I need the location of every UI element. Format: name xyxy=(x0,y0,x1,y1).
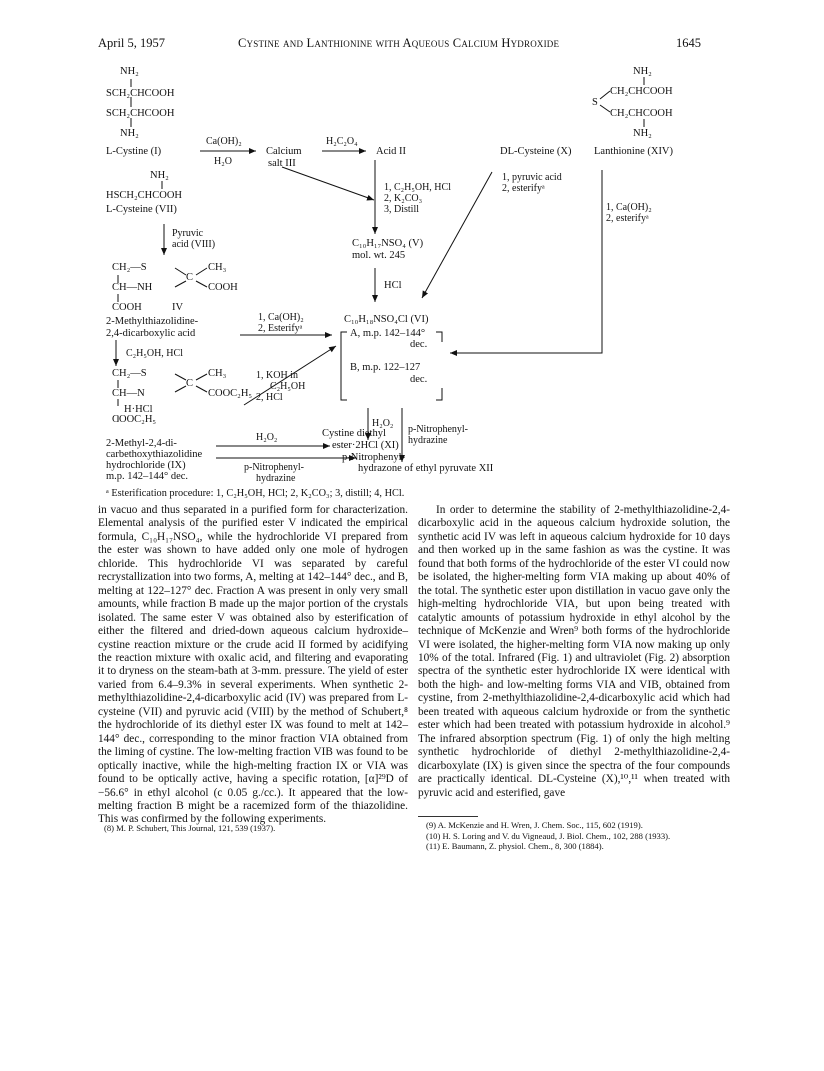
vi-a-mp: A, m.p. 142–144° xyxy=(350,328,426,339)
lan-nh2-top: NH₂ xyxy=(633,66,652,77)
footnotes-right xyxy=(418,820,730,852)
dist-step-2: 2, K₂CO₃ xyxy=(384,193,423,204)
thz-ch3: CH₃ xyxy=(208,262,227,273)
ester-h-hcl: H·HCl xyxy=(124,404,153,415)
lan-line-2: CH₂CHCOOH xyxy=(610,108,673,119)
nitro-left-line-1: p-Nitrophenyl- xyxy=(244,462,304,473)
ix-name-line-2: carbethoxythiazolidine xyxy=(106,449,203,460)
ester-v-mw: mol. wt. 245 xyxy=(352,250,406,261)
ester-cooet-bottom: COOC₂H₅ xyxy=(112,414,157,425)
pyruvic-line-1: Pyruvic xyxy=(172,228,204,239)
cysteine-label: L-Cysteine (VII) xyxy=(106,204,177,215)
acid-ii: Acid II xyxy=(376,146,407,157)
lan-s: S xyxy=(592,97,598,108)
nitro-right-line-1: p-Nitrophenyl- xyxy=(408,424,468,435)
dist-step-3: 3, Distill xyxy=(384,204,420,215)
cystine-nh2-bottom: NH₂ xyxy=(120,128,139,139)
cystine-line-1: SCH₂CHCOOH xyxy=(106,88,175,99)
reagent-caoh2: Ca(OH)₂ xyxy=(206,136,242,147)
thz-name-line-2: 2,4-dicarboxylic acid xyxy=(106,328,196,339)
pyruvic-line-2: acid (VIII) xyxy=(172,239,216,250)
ca-esterify-1: 1, Ca(OH)₂ xyxy=(606,202,652,213)
caoh-esterify-2: 2, Esterifyᵃ xyxy=(258,323,303,334)
vi-formula: C₁₀H₁₈NSO₄Cl (VI) xyxy=(344,314,429,325)
vi-b-mp: B, m.p. 122–127 xyxy=(350,362,421,373)
cystine-ester-line-1: Cystine diethyl xyxy=(322,428,386,439)
footnote-10: (10) H. S. Loring and V. du Vigneaud, J. Biol. Chem., 102, 288 (1933). xyxy=(426,830,671,841)
thz-cooh-bottom: COOH xyxy=(112,302,142,313)
footnote-9: (9) A. McKenzie and H. Wren, J. Chem. Soc., 115, 602 (1919). xyxy=(426,820,643,830)
ester-ch3: CH₃ xyxy=(208,368,227,379)
ester-cooet-right: COOC₂H₅ xyxy=(208,388,253,399)
reagent-hcl: HCl xyxy=(384,280,402,291)
koh-line-1: 1, KOH in xyxy=(256,370,298,381)
nitro-right-line-2: hydrazine xyxy=(408,435,448,446)
ix-name-line-4: m.p. 142–144° dec. xyxy=(106,471,189,482)
step-etoh-hcl: C₂H₅OH, HCl xyxy=(126,348,183,359)
h2o2-right: H₂O₂ xyxy=(372,418,394,429)
calcium-salt-line-2: salt III xyxy=(268,158,296,169)
thz-ch2-s: CH₂—S xyxy=(112,262,147,273)
pyruvic-esterify-1: 1, pyruvic acid xyxy=(502,172,562,183)
footnote-8: (8) M. P. Schubert, This Journal, 121, 539 (1937). xyxy=(104,823,276,833)
reagent-oxalic: H₂C₂O₄ xyxy=(326,136,358,147)
thz-cooh-right: COOH xyxy=(208,282,238,293)
dist-step-1: 1, C₂H₅OH, HCl xyxy=(384,182,451,193)
cystine-nh2-top: NH₂ xyxy=(120,66,139,77)
left-paragraph: in vacuo and thus separated in a purified form for characterization. Elemental analysis of the purified ester V indicated the empirical formula, C₁₀H₁₇NSO₄, while the hydrochloride VI prepared from the ester was shown to have added only one mole of hydrogen chloride. This hydrochloride VI was separated by careful recrystallization into two forms, A, melting at 142–144° dec., and B, melting at 122–127° dec. Fraction A was present in only very small amounts, while fraction B made up the major portion of the crystals isolated. The same ester V was obtained also by esterification of either the filtered and dried-down aqueous calcium hydroxide–cystine reaction mixture or the crude acid II formed by acidifying the reaction mixture with oxalic acid, and filtering and evaporating it to dryness on the steam-bath at 3-mm. pressure. The yield of ester varied from 6.4–9.3% in several experiments. When synthetic 2-methylthiazolidine-2,4-dicarboxylic acid (IV) was prepared from L-cysteine (VII) and pyruvic acid (VIII) by the method of Schubert,⁸ the hydrochloride of its diethyl ester IX was found to melt at 142–144° dec., corresponding to the minor fraction VIA obtained from the liming of cystine. The low-melting fraction VIB was found to be optically inactive, while the high-melting fraction IX or VIA was found to be optically active, having a specific rotation, [α]²⁹D of −56.6° in ethyl alcohol (c 0.05 g./cc.). It appeared that the low-melting fraction B might be a racemized form of the thiazolidine. This was confirmed by the following experiments. xyxy=(98,504,408,826)
koh-line-2: C₂H₅OH xyxy=(270,381,306,392)
koh-line-3: 2, HCl xyxy=(256,392,283,403)
dl-cysteine-label: DL-Cysteine (X) xyxy=(500,146,572,157)
lan-nh2-bottom: NH₂ xyxy=(633,128,652,139)
calcium-salt-line-1: Calcium xyxy=(266,146,302,157)
cystine-ester-line-2: ester·2HCl (XI) xyxy=(332,440,399,451)
right-column-text xyxy=(418,504,730,800)
page-number: 1645 xyxy=(676,36,701,50)
vi-a-dec: dec. xyxy=(410,339,428,350)
pyruvate-line-1: p-Nitrophenyl- xyxy=(342,452,405,463)
reagent-h2o: H₂O xyxy=(214,156,232,167)
ca-esterify-2: 2, esterifyᵃ xyxy=(606,213,649,224)
ester-ch-n: CH—N xyxy=(112,388,145,399)
lan-line-1: CH₂CHCOOH xyxy=(610,86,673,97)
thz-c: C xyxy=(186,272,194,283)
header-date: April 5, 1957 xyxy=(98,36,166,50)
running-title: Cystine and Lanthionine with Aqueous Calcium Hydroxide xyxy=(238,36,560,50)
nitro-left-line-2: hydrazine xyxy=(256,473,296,484)
left-column-text xyxy=(98,504,408,827)
ix-name-line-1: 2-Methyl-2,4-di- xyxy=(106,438,177,449)
cysteine-formula: HSCH₂CHCOOH xyxy=(106,190,183,201)
pyruvic-esterify-2: 2, esterifyᵃ xyxy=(502,183,545,194)
vi-b-dec: dec. xyxy=(410,374,428,385)
h2o2-left: H₂O₂ xyxy=(256,432,278,443)
thz-label-iv: IV xyxy=(172,302,184,313)
ester-v-formula: C₁₀H₁₇NSO₄ (V) xyxy=(352,238,424,249)
lanthionine-label: Lanthionine (XIV) xyxy=(594,146,674,157)
caoh-esterify-1: 1, Ca(OH)₂ xyxy=(258,312,304,323)
thz-ch-nh: CH—NH xyxy=(112,282,153,293)
cystine-label: L-Cystine (I) xyxy=(106,146,162,157)
thz-name-line-1: 2-Methylthiazolidine- xyxy=(106,316,199,327)
esterification-note: ᵃ Esterification procedure: 1, C₂H₅OH, HCl; 2, K₂CO₃; 3, distill; 4, HCl. xyxy=(106,488,405,499)
footnote-11: (11) E. Baumann, Z. physiol. Chem., 8, 300 (1884). xyxy=(426,841,604,852)
footnote-rule-right xyxy=(418,816,478,817)
ester-c: C xyxy=(186,378,194,389)
pyruvate-line-2: hydrazone of ethyl pyruvate XII xyxy=(358,463,494,474)
cysteine-nh2: NH₂ xyxy=(150,170,169,181)
cystine-line-2: SCH₂CHCOOH xyxy=(106,108,175,119)
right-paragraph: In order to determine the stability of 2-methylthiazolidine-2,4-dicarboxylic acid in the aqueous calcium hydroxide solution, the synthetic acid IV was left in aqueous calcium hydroxide for 10 days and then worked up in the same fashion as was the cystine. It was found that both forms of the hydrochloride of the ester VI could now be isolated, the higher-melting form VIA making up about 40% of the total. The synthetic ester upon distillation in vacuo gave only the high-melting hydrochloride VIA, but upon being treated with catalytic amounts of potassium hydroxide in ethyl alcohol by the technique of McKenzie and Wren⁹ both forms of the hydrochloride VI were isolated, the higher-melting form VIA now making up only 10% of the total. Infrared (Fig. 1) and ultraviolet (Fig. 2) absorption spectra of the synthetic ester hydrochloride IX were identical with both the high- and low-melting forms VIA and VIB, obtained from cystine, from 2-methylthiazolidine-2,4-dicarboxylic acid which had been treated with aqueous calcium hydroxide or from the synthetic ester which had been treated with potassium hydroxide in alcohol.⁹ The infrared absorption spectrum (Fig. 1) of only the high melting synthetic hydrochloride of diethyl 2-methylthiazolidine-2,4-dicarboxylate (IX) is given since the spectra of the four compounds are practically identical. DL-Cysteine (X),¹⁰,¹¹ when treated with pyruvic acid and esterified, gave xyxy=(418,504,730,799)
ester-ch2-s: CH₂—S xyxy=(112,368,147,379)
ix-name-line-3: hydrochloride (IX) xyxy=(106,460,186,471)
